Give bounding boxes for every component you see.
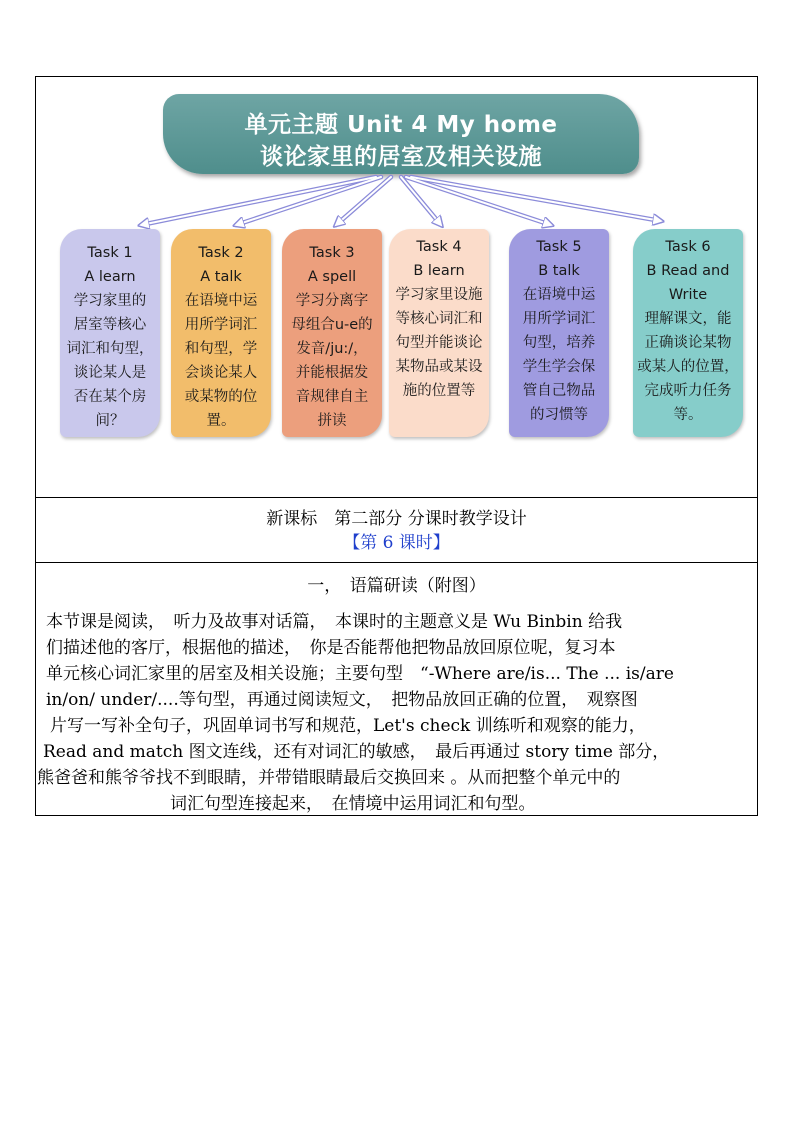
task-5-line: 管自己物品 bbox=[522, 383, 596, 399]
task-3-line: 并能根据发 bbox=[295, 365, 369, 381]
paragraph-line: in/on/ under/....等句型，再通过阅读短文， 把物品放回正确的位置， 观察图 bbox=[46, 690, 638, 710]
task-4-line: 施的位置等 bbox=[402, 383, 476, 399]
task-3-line: Task 3 bbox=[309, 245, 355, 261]
task-3-line: A spell bbox=[307, 269, 357, 285]
task-3-line: 拼读 bbox=[317, 413, 347, 429]
task-1-line: 词汇和句型， bbox=[66, 341, 154, 357]
task-4-line: 句型并能谈论 bbox=[395, 335, 483, 351]
task-1-line: A learn bbox=[84, 269, 136, 285]
task-6-line: 等。 bbox=[673, 407, 703, 423]
banner-title-line-2: 谈论家里的居室及相关设施 bbox=[260, 144, 542, 170]
task-5-line: 在语境中运 bbox=[522, 287, 596, 303]
task-2-line: 用所学词汇 bbox=[184, 317, 258, 333]
paragraph-line: 熊爸爸和熊爷爷找不到眼睛，并带错眼睛最后交换回来 。从而把整个单元中的 bbox=[37, 768, 621, 788]
task-6-line: Write bbox=[668, 287, 708, 303]
task-5-line: 句型，培养 bbox=[522, 335, 596, 351]
table-divider bbox=[36, 562, 757, 563]
task-4-line: 学习家里设施 bbox=[395, 287, 483, 303]
task-1-line: 间？ bbox=[95, 413, 125, 429]
paragraph-line: 单元核心词汇家里的居室及相关设施；主要句型 “-Where are/is... The ... is/are bbox=[46, 664, 674, 684]
reading-section-heading: 一， 语篇研读（附图） bbox=[307, 576, 486, 596]
task-6-line: Task 6 bbox=[665, 239, 711, 255]
lesson-number: 【第 6 课时】 bbox=[343, 533, 450, 553]
task-3-line: 学习分离字 bbox=[295, 293, 369, 309]
paragraph-line: 片写一写补全句子，巩固单词书写和规范，Let's check 训练听和观察的能力， bbox=[50, 716, 646, 736]
task-card-6 bbox=[633, 229, 743, 437]
task-4-line: 某物品或某设 bbox=[395, 359, 483, 375]
task-6-line: 或某人的位置， bbox=[637, 359, 739, 375]
banner-title-line-1: 单元主题 Unit 4 My home bbox=[244, 112, 558, 138]
paragraph-line: 本节课是阅读， 听力及故事对话篇， 本课时的主题意义是 Wu Binbin 给我 bbox=[46, 612, 623, 632]
table-divider bbox=[36, 497, 757, 498]
task-2-line: A talk bbox=[200, 269, 242, 285]
task-2-line: 会谈论某人 bbox=[184, 365, 258, 381]
paragraph-line: Read and match 图文连线，还有对词汇的敏感， 最后再通过 story time 部分， bbox=[43, 742, 670, 762]
task-6-line: 理解课文，能 bbox=[644, 311, 732, 327]
section-title: 新课标 第二部分 分课时教学设计 bbox=[266, 509, 527, 529]
task-1-line: 谈论某人是 bbox=[73, 365, 147, 381]
task-6-line: 完成听力任务 bbox=[644, 383, 732, 399]
task-6-line: B Read and bbox=[646, 263, 730, 279]
task-3-line: 音规律自主 bbox=[295, 389, 369, 405]
task-1-line: 学习家里的 bbox=[73, 293, 147, 309]
task-4-line: 等核心词汇和 bbox=[395, 311, 483, 327]
task-card-4 bbox=[389, 229, 489, 437]
task-3-line: 发音/ju:/， bbox=[296, 341, 368, 357]
task-card-1 bbox=[60, 229, 160, 437]
task-3-line: 母组合u-e的 bbox=[291, 317, 373, 333]
task-card-3 bbox=[282, 229, 382, 437]
task-5-line: 学生学会保 bbox=[522, 359, 596, 375]
task-5-line: B talk bbox=[538, 263, 580, 279]
task-card-5 bbox=[509, 229, 609, 437]
task-2-line: 置。 bbox=[206, 413, 236, 429]
lesson-plan-table bbox=[35, 76, 758, 816]
task-4-line: Task 4 bbox=[416, 239, 462, 255]
paragraph-line: 词汇句型连接起来， 在情境中运用词汇和句型。 bbox=[170, 794, 536, 814]
task-2-line: 或某物的位 bbox=[184, 389, 258, 405]
task-5-line: Task 5 bbox=[536, 239, 582, 255]
paragraph-line: 们描述他的客厅，根据他的描述， 你是否能帮他把物品放回原位呢，复习本 bbox=[46, 638, 616, 658]
task-card-2 bbox=[171, 229, 271, 437]
task-2-line: 在语境中运 bbox=[184, 293, 258, 309]
task-1-line: 居室等核心 bbox=[73, 317, 147, 333]
task-2-line: Task 2 bbox=[198, 245, 244, 261]
task-arrows bbox=[36, 77, 759, 237]
task-6-line: 正确谈论某物 bbox=[644, 335, 732, 351]
task-4-line: B learn bbox=[413, 263, 465, 279]
task-1-line: 否在某个房 bbox=[73, 389, 147, 405]
task-5-line: 用所学词汇 bbox=[522, 311, 596, 327]
task-1-line: Task 1 bbox=[87, 245, 133, 261]
task-5-line: 的习惯等 bbox=[530, 407, 588, 423]
task-2-line: 和句型，学 bbox=[184, 341, 258, 357]
